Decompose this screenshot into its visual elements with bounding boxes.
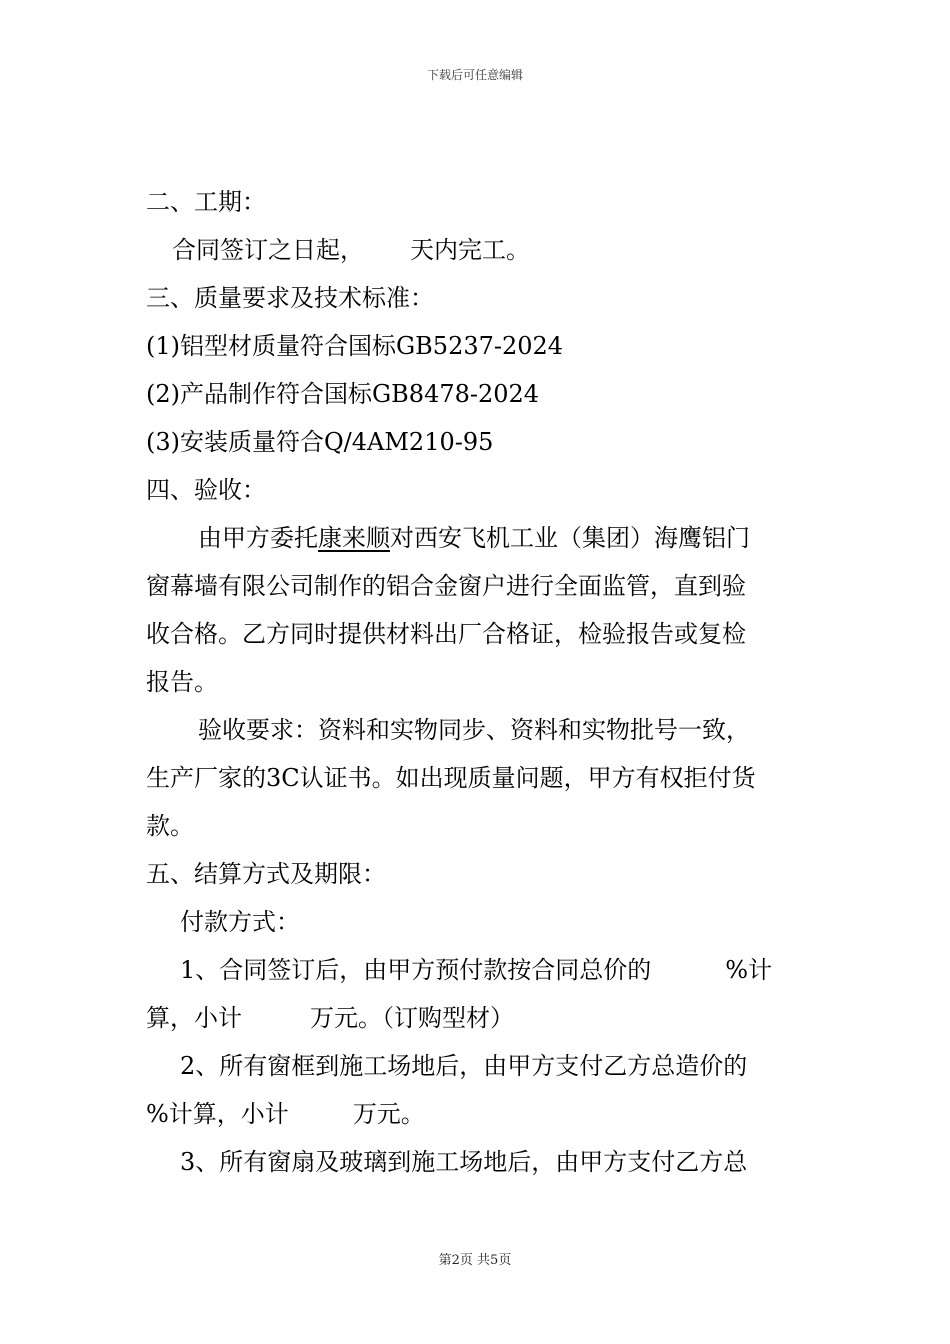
payment-item-2-line2 <box>146 1090 808 1138</box>
acceptance-p2-line2: 生产厂家的3C认证书。如出现质量问题，甲方有权拒付货 <box>146 764 756 792</box>
payment-item-1-subtotal-post: 万元。（订购型材） <box>310 1004 514 1032</box>
acceptance-p1-pre: 由甲方委托 <box>198 524 318 552</box>
page-footer-number: 第2页 共5页 <box>438 1253 512 1268</box>
payment-item-3-line1: 3、所有窗扇及玻璃到施工场地后，由甲方支付乙方总 <box>180 1148 748 1176</box>
section-heading-quality: 三、质量要求及技术标准： <box>146 284 434 312</box>
acceptance-p2-line1: 验收要求：资料和实物同步、资料和实物批号一致， <box>198 716 750 744</box>
schedule-line <box>146 226 808 274</box>
section-heading-settlement: 五、结算方式及期限： <box>146 860 386 888</box>
schedule-line-post: 天内完工。 <box>410 236 530 264</box>
acceptance-p1-post: 对西安飞机工业（集团）海鹰铝门 <box>390 524 750 552</box>
quality-item-2: (2)产品制作符合国标GB8478-2024 <box>146 380 540 408</box>
payment-item-1-line2 <box>146 994 808 1042</box>
schedule-line-pre: 合同签订之日起， <box>172 236 364 264</box>
section-heading-schedule: 二、工期： <box>146 188 266 216</box>
acceptance-p2-line3: 款。 <box>146 812 194 840</box>
acceptance-p1-line3: 收合格。乙方同时提供材料出厂合格证，检验报告或复检 <box>146 620 746 648</box>
acceptance-p1-line2: 窗幕墙有限公司制作的铝合金窗户进行全面监管，直到验 <box>146 572 746 600</box>
payment-item-2-pre: %计算，小计 <box>146 1100 289 1128</box>
quality-item-1: (1)铝型材质量符合国标GB5237-2024 <box>146 332 564 360</box>
acceptance-p1-line4: 报告。 <box>146 668 218 696</box>
payment-item-1-line1 <box>146 946 808 994</box>
quality-item-3: (3)安装质量符合Q/4AM210-95 <box>146 428 494 456</box>
payment-item-1-post: %计 <box>725 956 773 984</box>
payment-item-1-subtotal-pre: 算，小计 <box>146 1004 242 1032</box>
payment-item-2-post: 万元。 <box>352 1100 425 1128</box>
acceptance-p1-line1 <box>146 514 808 562</box>
payment-item-1-pre: 1、合同签订后，由甲方预付款按合同总价的 <box>180 956 652 984</box>
supervisor-name: 康来顺 <box>318 524 390 552</box>
payment-label: 付款方式： <box>180 908 300 936</box>
payment-item-2-line1: 2、所有窗框到施工场地后，由甲方支付乙方总造价的 <box>180 1052 748 1080</box>
page-header-note: 下载后可任意编辑 <box>426 68 523 82</box>
section-heading-acceptance: 四、验收： <box>146 476 266 504</box>
document-body <box>146 178 808 1186</box>
